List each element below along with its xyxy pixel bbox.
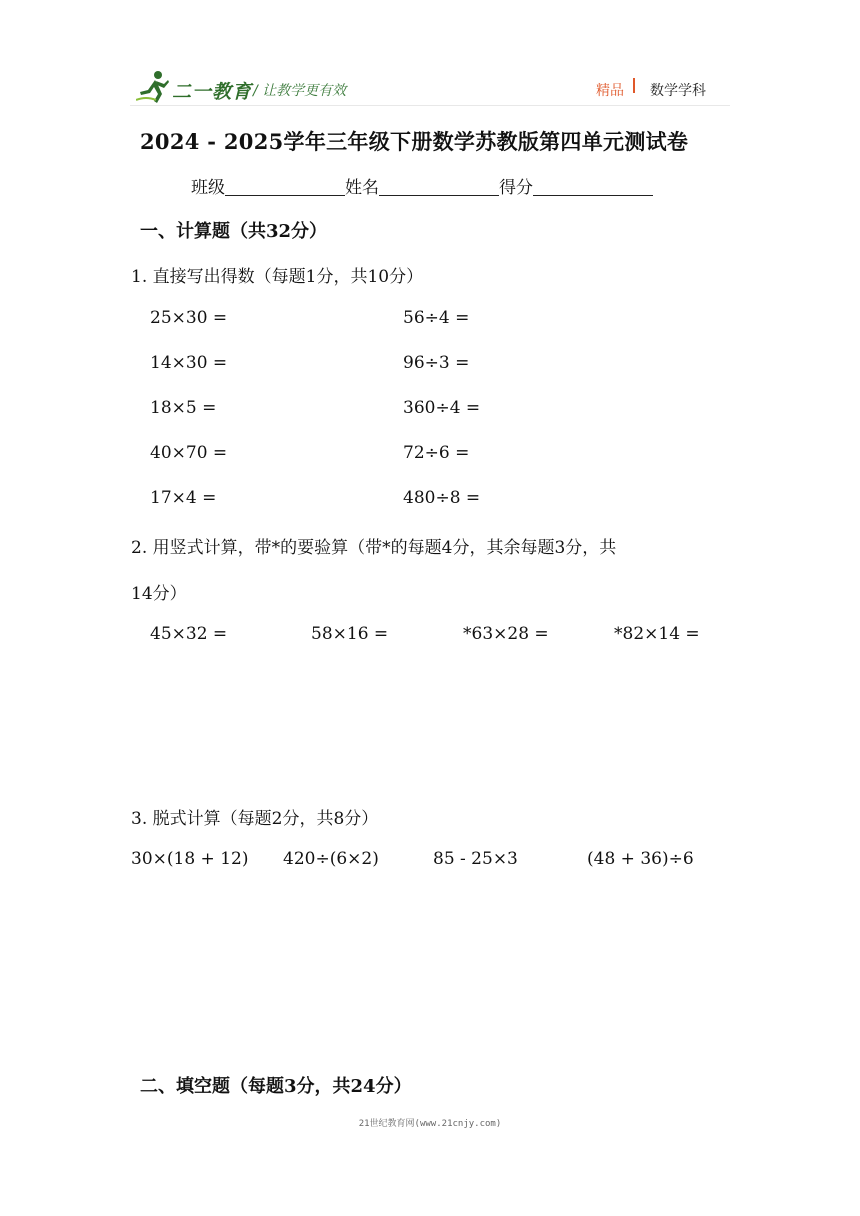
step-calc-item: 30×(18 + 12) <box>131 849 249 869</box>
section-2-heading: 二、填空题（每题3分，共24分） <box>140 1076 412 1097</box>
vertical-calc-item: *82×14 = <box>614 624 700 644</box>
section-1-heading: 一、计算题（共32分） <box>140 221 328 242</box>
oral-calc-item: 56÷4 = <box>403 308 470 328</box>
oral-calc-item: 17×4 = <box>150 488 217 508</box>
step-calc-item: 85 - 25×3 <box>433 849 518 869</box>
header-rule <box>130 105 730 106</box>
brand-name: 二一教育 <box>172 81 253 103</box>
question-2-prompt-cont: 14分） <box>131 584 187 604</box>
score-blank[interactable] <box>533 177 653 196</box>
name-label: 姓名 <box>345 178 379 198</box>
student-info-line <box>191 173 653 198</box>
score-label: 得分 <box>499 178 533 198</box>
brand-slogan: / 让教学更有效 <box>253 83 347 99</box>
oral-calc-item: 72÷6 = <box>403 443 470 463</box>
oral-calc-item: 18×5 = <box>150 398 217 418</box>
oral-calc-item: 96÷3 = <box>403 353 470 373</box>
oral-calc-item: 480÷8 = <box>403 488 481 508</box>
vertical-calc-item: *63×28 = <box>463 624 549 644</box>
name-blank[interactable] <box>379 177 499 196</box>
step-calc-item: 420÷(6×2) <box>283 849 379 869</box>
vertical-calc-item: 58×16 = <box>311 624 389 644</box>
vertical-calc-item: 45×32 = <box>150 624 228 644</box>
question-2-prompt: 2. 用竖式计算，带*的要验算（带*的每题4分，其余每题3分，共 <box>131 538 617 558</box>
question-3-prompt: 3. 脱式计算（每题2分，共8分） <box>131 809 379 829</box>
class-label: 班级 <box>191 178 225 198</box>
question-1-prompt: 1. 直接写出得数（每题1分，共10分） <box>131 267 424 287</box>
oral-calc-item: 25×30 = <box>150 308 228 328</box>
quality-badge: 精品 <box>596 83 624 99</box>
subject-label: 数学学科 <box>650 83 706 99</box>
step-calc-item: (48 + 36)÷6 <box>587 849 694 869</box>
oral-calc-item: 360÷4 = <box>403 398 481 418</box>
header-divider <box>633 78 635 93</box>
runner-logo-icon <box>136 70 170 104</box>
class-blank[interactable] <box>225 177 345 196</box>
page-footer: 21世纪教育网(www.21cnjy.com) <box>358 1119 502 1129</box>
oral-calc-item: 14×30 = <box>150 353 228 373</box>
page-title: 2024 - 2025学年三年级下册数学苏教版第四单元测试卷 <box>140 129 689 154</box>
oral-calc-item: 40×70 = <box>150 443 228 463</box>
